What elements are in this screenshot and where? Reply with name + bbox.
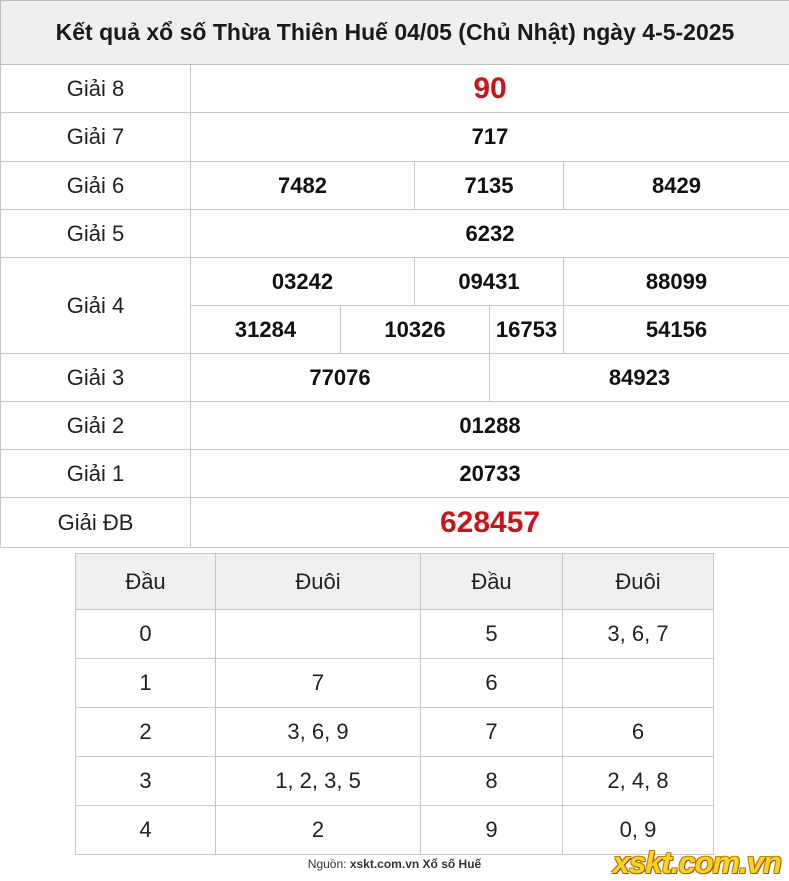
loto-cell: [216, 610, 421, 659]
prize-number-g6-last: 8429: [564, 162, 789, 210]
prize-number-g4: 88099: [564, 258, 789, 306]
prize-number-g6: 7482: [191, 162, 415, 210]
source-prefix: Nguồn:: [307, 857, 347, 871]
loto-cell: 2, 4, 8: [563, 757, 714, 806]
prize-number-g3: 84923: [490, 354, 789, 402]
loto-cell: [563, 659, 714, 708]
prize-number-g5: 6232: [191, 210, 789, 258]
loto-cell: 6: [421, 659, 563, 708]
prize-label-g3: Giải 3: [1, 354, 191, 402]
prize-number-g1: 20733: [191, 450, 789, 498]
prize-label-g1: Giải 1: [1, 450, 191, 498]
prize-number-g7: 717: [191, 113, 789, 162]
loto-cell: 1, 2, 3, 5: [216, 757, 421, 806]
prize-number-g4: 31284: [191, 306, 341, 354]
loto-cell: 8: [421, 757, 563, 806]
loto-cell: 2: [76, 708, 216, 757]
prize-label-g6: Giải 6: [1, 162, 191, 210]
site-logo[interactable]: xskt.com.vn: [612, 845, 781, 880]
loto-cell: 0: [76, 610, 216, 659]
loto-header-row: [76, 554, 714, 610]
loto-table: [75, 553, 714, 855]
loto-cell: 9: [421, 806, 563, 855]
loto-cell: 7: [421, 708, 563, 757]
source-link[interactable]: xskt.com.vn Xổ số Huế: [349, 857, 482, 871]
prize-number-db: 628457: [191, 498, 789, 548]
prize-label-db: Giải ĐB: [1, 498, 191, 548]
prize-number-g4: 10326: [341, 306, 490, 354]
loto-header: Đuôi: [563, 554, 714, 610]
loto-cell: 4: [76, 806, 216, 855]
prize-label-g4: Giải 4: [1, 258, 191, 354]
loto-row: [76, 610, 714, 659]
prize-number-g2: 01288: [191, 402, 789, 450]
loto-header: Đầu: [421, 554, 563, 610]
loto-header: Đầu: [76, 554, 216, 610]
prize-label-g2: Giải 2: [1, 402, 191, 450]
loto-row: [76, 757, 714, 806]
loto-header: Đuôi: [216, 554, 421, 610]
prize-number-g8: 90: [191, 65, 789, 113]
prize-label-g7: Giải 7: [1, 113, 191, 162]
prize-number-g6: 7135: [415, 162, 564, 210]
loto-cell: 5: [421, 610, 563, 659]
loto-row: [76, 708, 714, 757]
loto-cell: 6: [563, 708, 714, 757]
loto-cell: 2: [216, 806, 421, 855]
prize-number-g4: 54156: [564, 306, 789, 354]
prize-number-g4: 16753: [490, 306, 564, 354]
loto-cell: 3, 6, 7: [563, 610, 714, 659]
loto-cell: 3: [76, 757, 216, 806]
prize-number-g4: 09431: [415, 258, 564, 306]
page-title: Kết quả xổ số Thừa Thiên Huế 04/05 (Chủ Nhật) ngày 4-5-2025: [1, 1, 789, 65]
prize-label-g5: Giải 5: [1, 210, 191, 258]
prize-number-g4: 03242: [191, 258, 415, 306]
prize-number-g3: 77076: [191, 354, 490, 402]
loto-cell: 1: [76, 659, 216, 708]
loto-cell: 3, 6, 9: [216, 708, 421, 757]
prize-label-g8: Giải 8: [1, 65, 191, 113]
loto-cell: 0, 9: [563, 806, 714, 855]
loto-row: [76, 659, 714, 708]
loto-cell: 7: [216, 659, 421, 708]
